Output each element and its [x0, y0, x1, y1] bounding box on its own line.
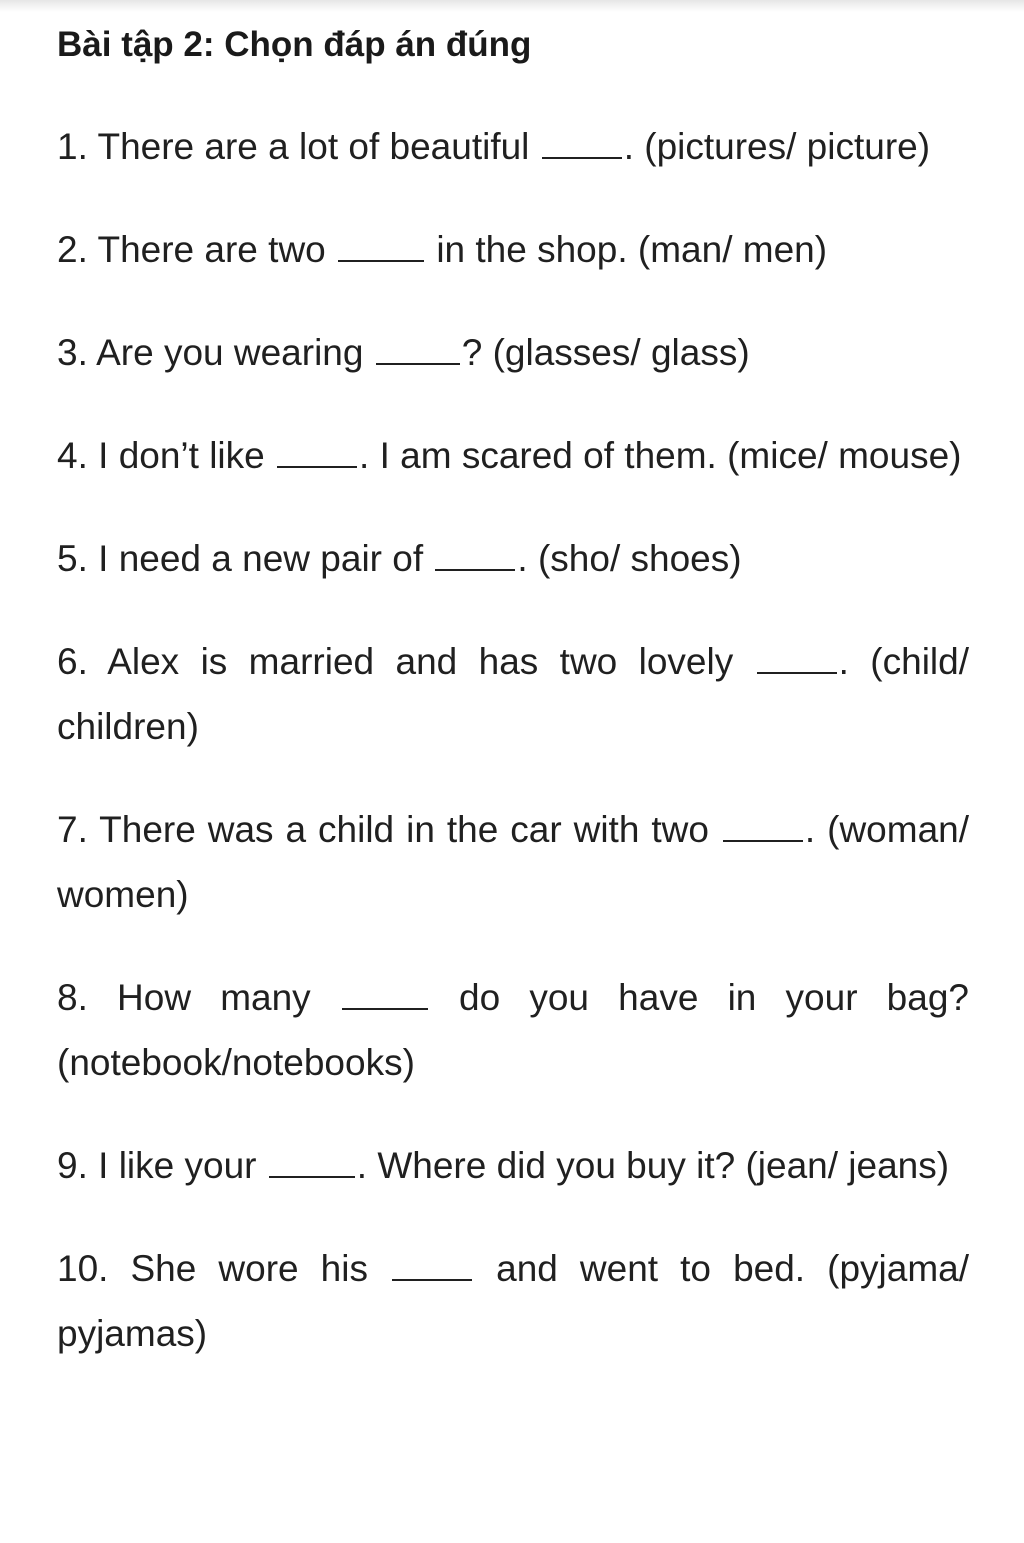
answer-blank [542, 120, 622, 159]
exercise-text-after: . (child/ children) [57, 641, 970, 747]
exercise-item-10 [57, 1236, 969, 1366]
exercise-item-3 [57, 320, 969, 385]
exercise-text-after: . Where did you buy it? (jean/ jeans) [356, 1145, 950, 1186]
answer-blank [277, 429, 357, 468]
exercise-text-after: and went to bed. (pyjama/ pyjamas) [57, 1248, 970, 1354]
exercise-item-8 [57, 965, 969, 1095]
exercise-text-before: 9. I like your [57, 1145, 257, 1186]
exercise-text-before: 1. There are a lot of beautiful [57, 126, 530, 167]
exercise-text-before: 6. Alex is married and has two lovely [57, 641, 734, 682]
exercise-item-6 [57, 629, 969, 759]
exercise-list [57, 114, 969, 1366]
exercise-item-4 [57, 423, 969, 488]
worksheet [57, 22, 969, 1366]
exercise-text-before: 5. I need a new pair of [57, 538, 424, 579]
exercise-text-before: 2. There are two [57, 229, 326, 270]
exercise-text-after: . (woman/ women) [57, 809, 970, 915]
exercise-text-after: . I am scared of them. (mice/ mouse) [359, 435, 962, 476]
exercise-text-after: ? (glasses/ glass) [461, 332, 750, 373]
answer-blank [342, 971, 428, 1010]
answer-blank [376, 326, 460, 365]
exercise-item-1 [57, 114, 969, 179]
exercise-item-2 [57, 217, 969, 282]
exercise-text-after: in the shop. (man/ men) [436, 229, 828, 270]
exercise-text-before: 8. How many [57, 977, 311, 1018]
answer-blank [269, 1139, 355, 1178]
exercise-title: Bài tập 2: Chọn đáp án đúng [57, 25, 532, 64]
exercise-item-7 [57, 797, 969, 927]
exercise-text-before: 10. She wore his [57, 1248, 368, 1289]
exercise-item-9 [57, 1133, 969, 1198]
answer-blank [338, 223, 424, 262]
exercise-item-5 [57, 526, 969, 591]
answer-blank [723, 803, 803, 842]
answer-blank [392, 1242, 472, 1281]
exercise-text-before: 7. There was a child in the car with two [57, 809, 709, 850]
answer-blank [757, 635, 837, 674]
answer-blank [435, 532, 515, 571]
exercise-text-after: . (pictures/ picture) [623, 126, 931, 167]
exercise-text-before: 3. Are you wearing [57, 332, 364, 373]
exercise-text-after: do you have in your bag? (notebook/notebooks) [57, 977, 969, 1083]
exercise-text-after: . (sho/ shoes) [517, 538, 742, 579]
top-shadow-divider [0, 0, 1024, 12]
exercise-text-before: 4. I don’t like [57, 435, 265, 476]
